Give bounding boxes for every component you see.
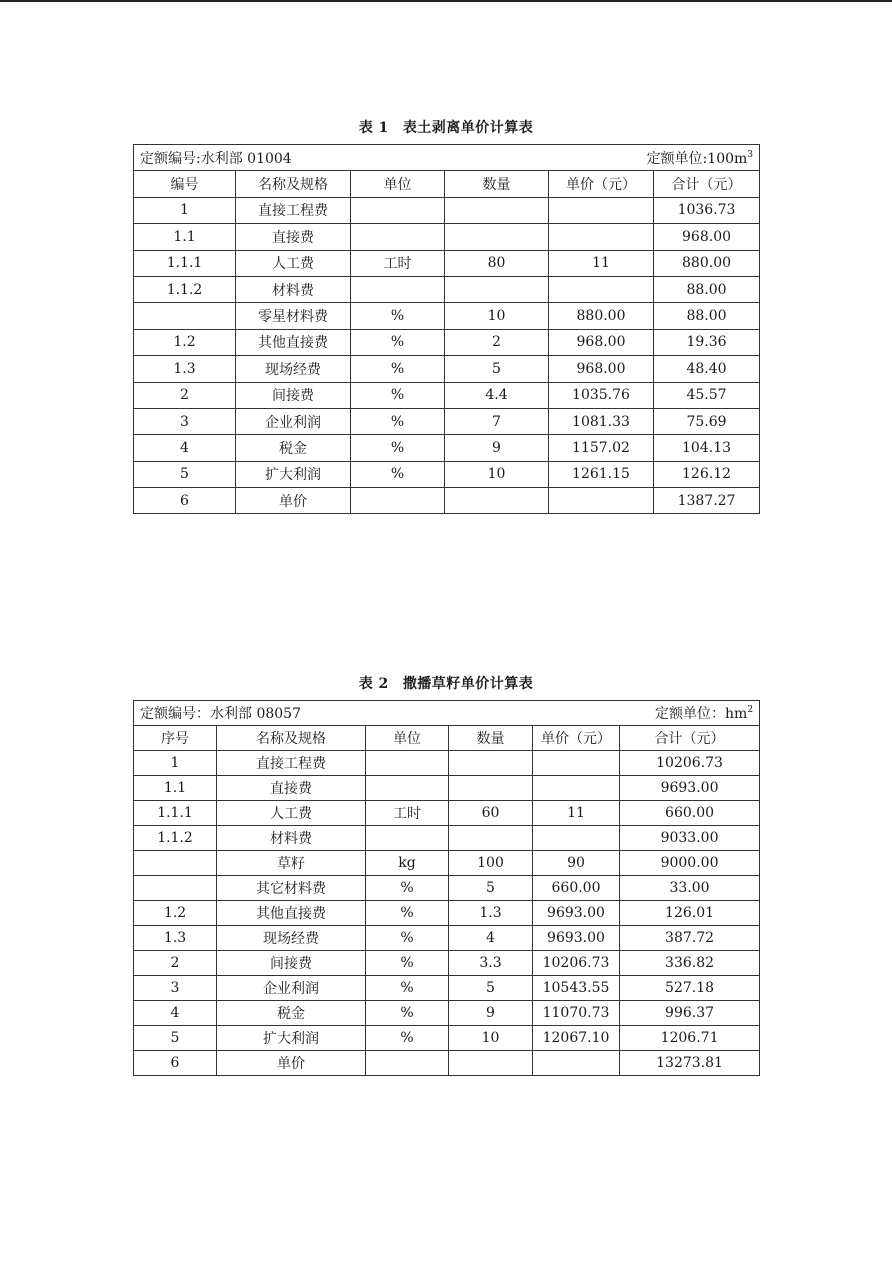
- table1-cell: 扩大利润: [236, 461, 351, 487]
- table1-cell: [445, 488, 549, 514]
- table1-cell: 直接费: [236, 224, 351, 250]
- table2-cell: %: [366, 926, 449, 951]
- table2-cell: 996.37: [620, 1001, 760, 1026]
- table2-cell: 1.1: [134, 776, 217, 801]
- table2-cell: 材料费: [217, 826, 366, 851]
- table2-cell: kg: [366, 851, 449, 876]
- table2-cell: 5: [449, 876, 533, 901]
- table2: [133, 700, 760, 1076]
- table1-cell: %: [351, 303, 445, 329]
- table1-cell: 现场经费: [236, 356, 351, 382]
- table1-cell: [134, 303, 236, 329]
- table2-cell: %: [366, 1001, 449, 1026]
- table2-row: [134, 1001, 760, 1026]
- table1-cell: [549, 197, 654, 223]
- table2-quota-no: 定额编号：水利部 08057: [140, 706, 301, 722]
- table2-cell: 126.01: [620, 901, 760, 926]
- table2-row: [134, 976, 760, 1001]
- table1-row: [134, 435, 760, 461]
- table2-cell: 人工费: [217, 801, 366, 826]
- table2-cell: %: [366, 876, 449, 901]
- table2-cell: 1.3: [449, 901, 533, 926]
- table2-cell: 9000.00: [620, 851, 760, 876]
- table2-cell: 9693.00: [620, 776, 760, 801]
- table1-cell: [445, 276, 549, 302]
- table1-cell: 5: [445, 356, 549, 382]
- table2-cell: [449, 776, 533, 801]
- table2-cell: 6: [134, 1051, 217, 1076]
- table2-cell: [366, 776, 449, 801]
- table2-cell: %: [366, 1026, 449, 1051]
- table1-cell: 1.3: [134, 356, 236, 382]
- table2-row: [134, 826, 760, 851]
- table2-header-cell: 单位: [366, 726, 449, 751]
- table2-cell: 5: [449, 976, 533, 1001]
- table1-cell: 88.00: [654, 303, 760, 329]
- table2-cell: 5: [134, 1026, 217, 1051]
- table1-header-cell: 单价（元）: [549, 171, 654, 197]
- table1-cell: 9: [445, 435, 549, 461]
- table2-cell: 33.00: [620, 876, 760, 901]
- table1-header-cell: 数量: [445, 171, 549, 197]
- table2-row: [134, 751, 760, 776]
- table2-header-cell: 单价（元）: [533, 726, 620, 751]
- table1-cell: 直接工程费: [236, 197, 351, 223]
- table1-row: [134, 382, 760, 408]
- table1-cell: 税金: [236, 435, 351, 461]
- table1-cell: 10: [445, 303, 549, 329]
- table2-cell: 660.00: [533, 876, 620, 901]
- table1-cell: 1.1.2: [134, 276, 236, 302]
- table1-cell: 1036.73: [654, 197, 760, 223]
- table2-cell: 1.3: [134, 926, 217, 951]
- table1-cell: 人工费: [236, 250, 351, 276]
- table2-cell: [533, 751, 620, 776]
- table1-cell: 其他直接费: [236, 329, 351, 355]
- table2-cell: [134, 851, 217, 876]
- table2-cell: 11070.73: [533, 1001, 620, 1026]
- table1-cell: %: [351, 356, 445, 382]
- table2-cell: %: [366, 951, 449, 976]
- table2-cell: 4: [134, 1001, 217, 1026]
- table1-quota-unit-sup: 3: [747, 149, 754, 160]
- table1-meta-cell: [134, 145, 760, 171]
- table2-cell: 4: [449, 926, 533, 951]
- table1-cell: 5: [134, 461, 236, 487]
- table2-quota-unit-sup: 2: [747, 705, 754, 715]
- table2-cell: 2: [134, 951, 217, 976]
- table1-cell: 968.00: [549, 356, 654, 382]
- table2-cell: 1206.71: [620, 1026, 760, 1051]
- table2-cell: 3.3: [449, 951, 533, 976]
- table2-cell: 税金: [217, 1001, 366, 1026]
- table1-header-cell: 合计（元）: [654, 171, 760, 197]
- table2-cell: 间接费: [217, 951, 366, 976]
- table2-cell: 387.72: [620, 926, 760, 951]
- table2-cell: 1.1.2: [134, 826, 217, 851]
- table1-row: [134, 461, 760, 487]
- table1-cell: 1157.02: [549, 435, 654, 461]
- table1-cell: 968.00: [549, 329, 654, 355]
- table1-cell: 2: [445, 329, 549, 355]
- table2-cell: 企业利润: [217, 976, 366, 1001]
- table1-cell: [549, 488, 654, 514]
- table1-caption: [0, 117, 892, 137]
- table1-cell: 1387.27: [654, 488, 760, 514]
- table2-cell: 10: [449, 1026, 533, 1051]
- table2-cell: 10543.55: [533, 976, 620, 1001]
- table1-header-cell: 编号: [134, 171, 236, 197]
- table2-cell: 100: [449, 851, 533, 876]
- table1-cell: 11: [549, 250, 654, 276]
- table1-cell: 48.40: [654, 356, 760, 382]
- table1-cell: 880.00: [654, 250, 760, 276]
- table1-cell: [445, 224, 549, 250]
- table2-cell: [366, 1051, 449, 1076]
- table1-caption-number: 表 1: [358, 120, 389, 136]
- table2-cell: %: [366, 976, 449, 1001]
- table2-header-cell: 序号: [134, 726, 217, 751]
- table2-cell: 11: [533, 801, 620, 826]
- table1-cell: 80: [445, 250, 549, 276]
- table2-cell: [366, 751, 449, 776]
- table2-cell: 527.18: [620, 976, 760, 1001]
- table1-cell: 工时: [351, 250, 445, 276]
- table1-row: [134, 303, 760, 329]
- table1-cell: 75.69: [654, 408, 760, 434]
- table1-cell: 间接费: [236, 382, 351, 408]
- table2-header-cell: 合计（元）: [620, 726, 760, 751]
- table1-header-row: [134, 171, 760, 197]
- table2-cell: 3: [134, 976, 217, 1001]
- table1-cell: 1.1.1: [134, 250, 236, 276]
- table2-cell: 9693.00: [533, 901, 620, 926]
- table2-cell: [449, 826, 533, 851]
- table1-cell: 1.1: [134, 224, 236, 250]
- table1-cell: 126.12: [654, 461, 760, 487]
- table1-cell: 1081.33: [549, 408, 654, 434]
- table1-cell: %: [351, 329, 445, 355]
- table1-row: [134, 250, 760, 276]
- table2-cell: 60: [449, 801, 533, 826]
- table2-cell: [449, 1051, 533, 1076]
- table1-cell: %: [351, 382, 445, 408]
- table1-cell: [549, 276, 654, 302]
- table1-cell: 7: [445, 408, 549, 434]
- table1-row: [134, 276, 760, 302]
- table1-caption-text: 表土剥离单价计算表: [402, 120, 534, 136]
- table1-row: [134, 488, 760, 514]
- table1-row: [134, 197, 760, 223]
- table1-cell: %: [351, 435, 445, 461]
- table1-cell: 880.00: [549, 303, 654, 329]
- table2-cell: [533, 776, 620, 801]
- table2-cell: 336.82: [620, 951, 760, 976]
- table2-cell: 9: [449, 1001, 533, 1026]
- table2-header-cell: 数量: [449, 726, 533, 751]
- table1-quota-no: 定额编号:水利部 01004: [140, 150, 292, 167]
- table2-cell: 10206.73: [620, 751, 760, 776]
- table2-cell: 90: [533, 851, 620, 876]
- table2-row: [134, 876, 760, 901]
- table2-caption: [0, 673, 892, 693]
- table1-header-cell: 单位: [351, 171, 445, 197]
- table2-row: [134, 926, 760, 951]
- table1-cell: [351, 276, 445, 302]
- table1-cell: 零星材料费: [236, 303, 351, 329]
- table2-cell: 其他直接费: [217, 901, 366, 926]
- table2-cell: 扩大利润: [217, 1026, 366, 1051]
- table2-caption-number: 表 2: [358, 676, 389, 692]
- table2-cell: 12067.10: [533, 1026, 620, 1051]
- table1-cell: 4: [134, 435, 236, 461]
- table1-cell: %: [351, 461, 445, 487]
- table1-cell: 10: [445, 461, 549, 487]
- table2-cell: 10206.73: [533, 951, 620, 976]
- table2-meta-row: [134, 701, 760, 726]
- table2-cell: 1: [134, 751, 217, 776]
- table2-cell: 现场经费: [217, 926, 366, 951]
- table2-cell: [449, 751, 533, 776]
- table1-cell: 1.2: [134, 329, 236, 355]
- table2-header-cell: 名称及规格: [217, 726, 366, 751]
- table2-row: [134, 951, 760, 976]
- table2-cell: 1.2: [134, 901, 217, 926]
- table2-row: [134, 801, 760, 826]
- table1-quota-unit: [647, 148, 753, 168]
- table1-quota-unit-text: 定额单位:100m: [646, 150, 748, 167]
- table1-cell: 1261.15: [549, 461, 654, 487]
- table1-cell: 88.00: [654, 276, 760, 302]
- table1-meta-row: [134, 145, 760, 171]
- table2-cell: 其它材料费: [217, 876, 366, 901]
- table2-cell: 工时: [366, 801, 449, 826]
- table2-cell: [533, 1051, 620, 1076]
- table2-cell: 13273.81: [620, 1051, 760, 1076]
- table1: [133, 144, 760, 514]
- table2-cell: 9033.00: [620, 826, 760, 851]
- table2-row: [134, 1026, 760, 1051]
- table1-cell: %: [351, 408, 445, 434]
- table2-quota-unit-text: 定额单位：hm: [655, 706, 748, 722]
- table2-meta-cell: [134, 701, 760, 726]
- table1-cell: 4.4: [445, 382, 549, 408]
- table2-cell: 单价: [217, 1051, 366, 1076]
- page-top-rule: [0, 0, 892, 2]
- table1-row: [134, 224, 760, 250]
- table1-cell: 19.36: [654, 329, 760, 355]
- table1-cell: 968.00: [654, 224, 760, 250]
- table2-row: [134, 1051, 760, 1076]
- table1-cell: [351, 488, 445, 514]
- table2-caption-text: 撒播草籽单价计算表: [402, 676, 534, 692]
- table2-cell: [366, 826, 449, 851]
- table1-cell: 材料费: [236, 276, 351, 302]
- table2-cell: 1.1.1: [134, 801, 217, 826]
- table2-header-row: [134, 726, 760, 751]
- table1-cell: [445, 197, 549, 223]
- table1-cell: 单价: [236, 488, 351, 514]
- table2-row: [134, 851, 760, 876]
- table2-cell: [533, 826, 620, 851]
- table1-cell: [549, 224, 654, 250]
- table1-cell: 6: [134, 488, 236, 514]
- table1-cell: 1: [134, 197, 236, 223]
- table1-cell: 3: [134, 408, 236, 434]
- table1-cell: 1035.76: [549, 382, 654, 408]
- table2-cell: 直接费: [217, 776, 366, 801]
- table1-cell: 企业利润: [236, 408, 351, 434]
- table1-row: [134, 408, 760, 434]
- table2-cell: 9693.00: [533, 926, 620, 951]
- table2-cell: %: [366, 901, 449, 926]
- table2-quota-unit: [655, 703, 753, 723]
- table1-cell: [351, 197, 445, 223]
- table1-header-cell: 名称及规格: [236, 171, 351, 197]
- table1-cell: 104.13: [654, 435, 760, 461]
- table2-cell: [134, 876, 217, 901]
- table2-cell: 草籽: [217, 851, 366, 876]
- table1-row: [134, 329, 760, 355]
- table2-row: [134, 776, 760, 801]
- table2-cell: 直接工程费: [217, 751, 366, 776]
- table2-row: [134, 901, 760, 926]
- table1-row: [134, 356, 760, 382]
- table1-cell: [351, 224, 445, 250]
- table2-cell: 660.00: [620, 801, 760, 826]
- table1-cell: 45.57: [654, 382, 760, 408]
- table1-cell: 2: [134, 382, 236, 408]
